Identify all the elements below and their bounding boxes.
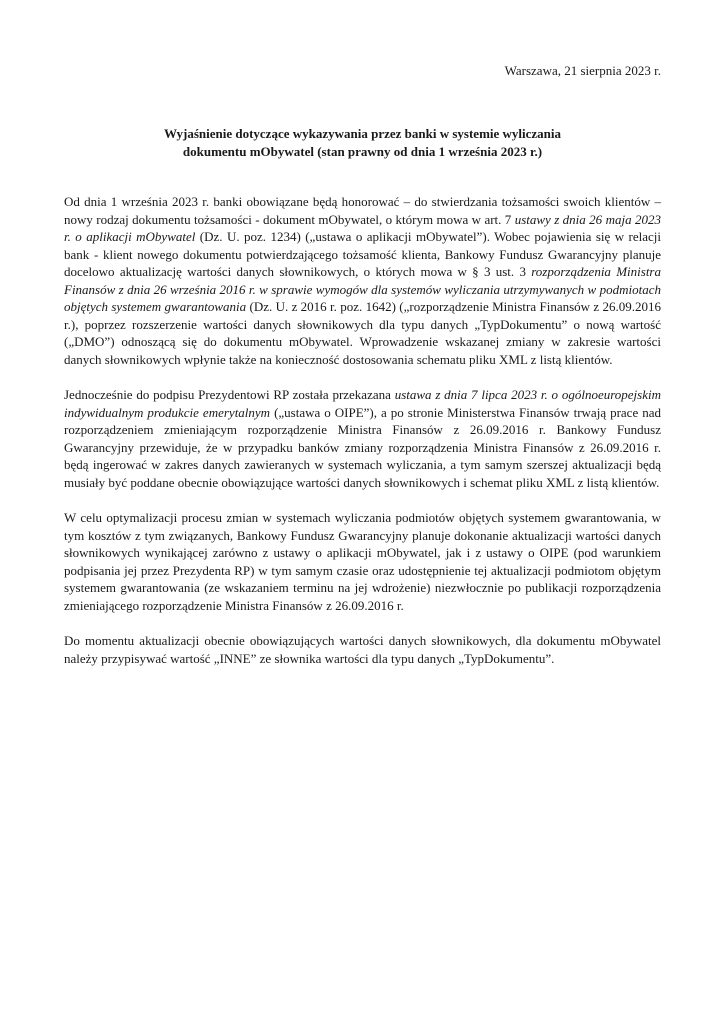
paragraph-3	[64, 509, 661, 614]
document-title-line1: Wyjaśnienie dotyczące wykazywania przez banki w systemie wyliczania	[163, 126, 562, 141]
document-title-line2: dokumentu mObywatel (stan prawny od dnia 1 września 2023 r.)	[182, 144, 543, 159]
paragraph-4	[64, 632, 661, 667]
text-segment: ustawy z dnia 26 maja 2023 r. o aplikacji mObywatel	[64, 211, 661, 244]
document-title	[64, 125, 661, 161]
text-segment: („ustawa o OIPE”), a po stronie Ministerstwa Finansów trwają prace nad rozporządzeniem zmieniającym rozporządzenie Ministra Finansów z 26.09.2016 r. Bankowy Fundusz Gwarancyjny przewiduje, że w przypadku banków zmiany rozporządzenia Ministra Finansów z 26.09.2016 r. będą ingerować w zakres danych zawieranych w systemach wyliczania, a tym samym szerszej aktualizacji będą musiały być poddane obecnie obowiązujące wartości danych słownikowych i schemat pliku XML z listą klientów.	[64, 404, 661, 490]
text-segment: rozporządzenia Ministra Finansów z dnia 26 września 2016 r. w sprawie wymogów dla systemów wyliczania utrzymywanych w podmiotach objętych systemem gwarantowania	[64, 264, 661, 314]
dateline: Warszawa, 21 sierpnia 2023 r.	[504, 63, 661, 78]
text-segment: (Dz. U. z 2016 r. poz. 1642) („rozporządzenie Ministra Finansów z 26.09.2016 r.), poprzez rozszerzenie wartości danych słownikowych dla typu danych „TypDokumentu” o nową wartość („DMO”) odnoszącą się do dokumentu mObywatel. Wprowadzenie wskazanej zmiany w zakresie wartości danych słownikowych wpłynie także na konieczność dostosowania schematu pliku XML z listą klientów.	[64, 299, 661, 367]
text-segment: (Dz. U. poz. 1234) („ustawa o aplikacji mObywatel”). Wobec pojawienia się w relacji bank - klient nowego dokumentu potwierdzającego tożsamość klienta, Bankowy Fundusz Gwarancyjny planuje docelowo aktualizację wartości danych słownikowych, o których mowa w § 3 ust. 3	[64, 229, 661, 279]
text-segment: Od dnia 1 września 2023 r. banki obowiązane będą honorować – do stwierdzania tożsamości swoich klientów – nowy rodzaj dokumentu tożsamości - dokument mObywatel, o którym mowa w art. 7	[64, 194, 661, 227]
text-segment: Jednocześnie do podpisu Prezydentowi RP została przekazana	[64, 387, 395, 402]
paragraph-1	[64, 193, 661, 368]
paragraph-2	[64, 386, 661, 491]
document-body	[64, 193, 661, 667]
text-segment: ustawa z dnia 7 lipca 2023 r. o ogólnoeuropejskim indywidualnym produkcie emerytalnym	[64, 387, 661, 420]
text-segment: Do momentu aktualizacji obecnie obowiązujących wartości danych słownikowych, dla dokumentu mObywatel należy przypisywać wartość „INNE” ze słownika wartości dla typu danych „TypDokumentu”.	[64, 633, 661, 666]
text-segment: W celu optymalizacji procesu zmian w systemach wyliczania podmiotów objętych systemem gwarantowania, w tym kosztów z tym związanych, Bankowy Fundusz Gwarancyjny planuje dokonanie aktualizacji wartości danych słownikowych wynikającej zarówno z ustawy o aplikacji mObywatel, jak i z ustawy o OIPE (pod warunkiem podpisania jej przez Prezydenta RP) w tym samym czasie oraz udostępnienie tej aktualizacji podmiotom objętym systemem gwarantowania (ze wskazaniem terminu na jej wdrożenie) niezwłocznie po publikacji rozporządzenia zmieniającego rozporządzenie Ministra Finansów z 26.09.2016 r.	[64, 510, 661, 613]
